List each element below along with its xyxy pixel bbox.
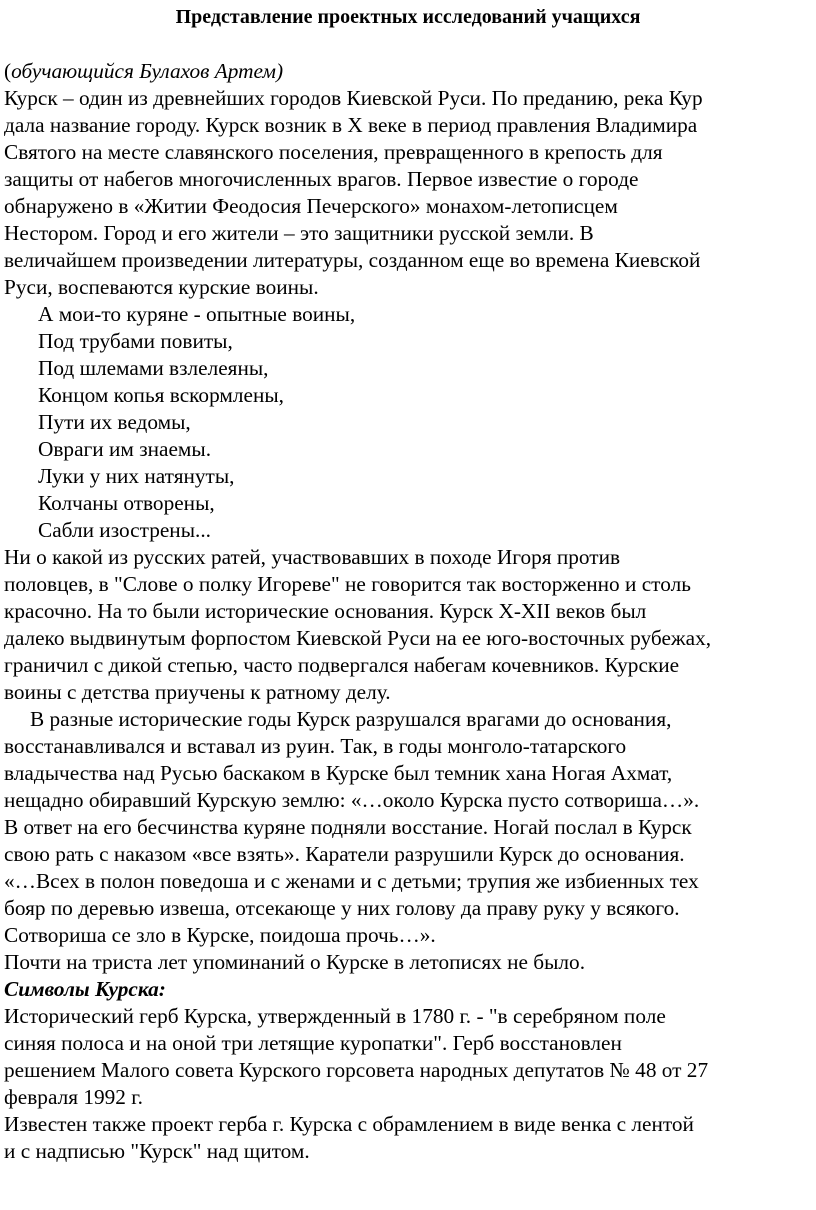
poem-block bbox=[4, 301, 812, 544]
poem-line: Колчаны отворены, bbox=[38, 491, 215, 515]
symbols-heading: Символы Курска: bbox=[4, 977, 166, 1001]
author-name: обучающийся Булахов Артем) bbox=[11, 59, 284, 83]
text-line: Руси, воспеваются курские воины. bbox=[4, 275, 319, 299]
poem-line: Сабли изострены... bbox=[38, 518, 211, 542]
text-line: дала название городу. Курск возник в X веке в период правления Владимира bbox=[4, 113, 698, 137]
text-line: граничил с дикой степью, часто подвергался набегам кочевников. Курские bbox=[4, 653, 680, 677]
text-line: красочно. На то были исторические основания. Курск X-XII веков был bbox=[4, 599, 647, 623]
poem-line: Под трубами повиты, bbox=[38, 329, 233, 353]
text-line: величайшем произведении литературы, созданном еще во времена Киевской bbox=[4, 248, 701, 272]
text-line: синяя полоса и на оной три летящие куропатки". Герб восстановлен bbox=[4, 1031, 622, 1055]
intro-paragraph bbox=[4, 85, 812, 301]
text-line: владычества над Русью баскаком в Курске был темник хана Ногая Ахмат, bbox=[4, 761, 673, 785]
text-line: Известен также проект герба г. Курска с обрамлением в виде венка с лентой bbox=[4, 1112, 694, 1136]
text-line: бояр по деревью извеша, отсекающе у них голову да праву руку у всякого. bbox=[4, 896, 680, 920]
text-line: воины с детства приучены к ратному делу. bbox=[4, 680, 391, 704]
text-line: нещадно обиравший Курскую землю: «…около Курска пусто сотвориша…». bbox=[4, 788, 700, 812]
text-line: В разные исторические годы Курск разрушался врагами до основания, bbox=[30, 707, 672, 731]
blank-line bbox=[4, 31, 812, 58]
text-line: половцев, в "Слове о полку Игореве" не говорится так восторженно и столь bbox=[4, 572, 691, 596]
symbols-paragraph bbox=[4, 1003, 812, 1165]
text-line: февраля 1992 г. bbox=[4, 1085, 143, 1109]
poem-line: Под шлемами взлелеяны, bbox=[38, 356, 269, 380]
text-line: В ответ на его бесчинства куряне подняли восстание. Ногай послал в Курск bbox=[4, 815, 692, 839]
text-line: далеко выдвинутым форпостом Киевской Руси на ее юго-восточных рубежах, bbox=[4, 626, 712, 650]
text-line: Святого на месте славянского поселения, превращенного в крепость для bbox=[4, 140, 663, 164]
text-line: обнаружено в «Житии Феодосия Печерского» монахом-летописцем bbox=[4, 194, 618, 218]
text-line: Исторический герб Курска, утвержденный в 1780 г. - "в серебряном поле bbox=[4, 1004, 666, 1028]
text-line: решением Малого совета Курского горсовета народных депутатов № 48 от 27 bbox=[4, 1058, 709, 1082]
text-line: Нестором. Город и его жители – это защитники русской земли. В bbox=[4, 221, 594, 245]
document-title: Представление проектных исследований учащихся bbox=[175, 6, 641, 28]
text-line: свою рать с наказом «все взять». Каратели разрушили Курск до основания. bbox=[4, 842, 685, 866]
text-line: защиты от набегов многочисленных врагов. Первое известие о городе bbox=[4, 167, 639, 191]
poem-line: А мои-то куряне - опытные воины, bbox=[38, 302, 356, 326]
text-line: Ни о какой из русских ратей, участвовавших в походе Игоря против bbox=[4, 545, 621, 569]
text-line: «…Всех в полон поведоша и с женами и с детьми; трупия же избиенных тех bbox=[4, 869, 699, 893]
text-line: Сотвориша се зло в Курске, поидоша прочь…». bbox=[4, 923, 436, 947]
text-line: восстанавливался и вставал из руин. Так, в годы монголо-татарского bbox=[4, 734, 627, 758]
text-line: Почти на триста лет упоминаний о Курске в летописях не было. bbox=[4, 950, 586, 974]
text-line: и с надписью "Курск" над щитом. bbox=[4, 1139, 310, 1163]
author-open-paren: ( bbox=[4, 59, 12, 83]
poem-line: Овраги им знаемы. bbox=[38, 437, 212, 461]
author-line bbox=[4, 58, 812, 85]
poem-line: Концом копья вскормлены, bbox=[38, 383, 284, 407]
poem-line: Пути их ведомы, bbox=[38, 410, 191, 434]
history-paragraph bbox=[4, 706, 812, 976]
poem-line: Луки у них натянуты, bbox=[38, 464, 235, 488]
igor-paragraph bbox=[4, 544, 812, 706]
text-line: Курск – один из древнейших городов Киевской Руси. По преданию, река Кур bbox=[4, 86, 703, 110]
